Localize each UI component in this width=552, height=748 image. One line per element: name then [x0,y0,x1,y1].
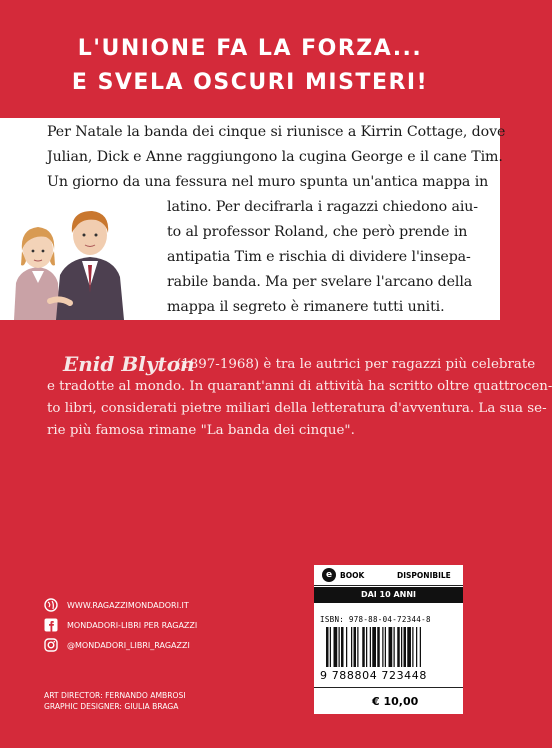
barcode-bar [401,627,402,667]
ebook-logo-icon: e [322,568,336,582]
barcode-bar [389,627,393,667]
barcode [324,627,454,667]
barcode-bar [362,627,365,667]
barcode-bar [351,627,352,667]
barcode-bar [366,627,367,667]
facebook-link[interactable] [44,618,197,632]
blurb-line: to al professor Roland, che però prende in [167,224,468,240]
blurb-line: latino. Per decifrarla i ragazzi chiedono aiu- [167,199,479,215]
bio-line: to libri, considerati pietre miliari della letteratura d'avventura. La sua se- [47,401,547,416]
product-info-box [314,565,463,714]
barcode-number: 9 788804 723448 [320,669,427,682]
barcode-bar [382,627,383,667]
bio-line: e tradotte al mondo. In quarant'anni di attività ha scritto oltre quattrocen- [47,379,552,394]
barcode-bar [407,627,411,667]
isbn-text: ISBN: 978-88-04-72344-8 [320,615,431,624]
website-label: WWW.RAGAZZIMONDADORI.IT [67,600,189,610]
barcode-bar [354,627,357,667]
art-director-credit: ART DIRECTOR: FERNANDO AMBROSI [44,691,186,700]
blurb-line: rabile banda. Ma per svelare l'arcano della [167,274,473,290]
barcode-bar [346,627,347,667]
tagline-line-2: E SVELA OSCURI MISTERI! [71,70,429,95]
children-illustration [10,205,128,320]
tagline-line-1: L'UNIONE FA LA FORZA... [77,36,423,61]
bio-line: rie più famosa rimane "La banda dei cinque". [47,423,355,438]
facebook-label: MONDADORI-LIBRI PER RAGAZZI [67,620,198,630]
barcode-bar [370,627,371,667]
blurb-line: Per Natale la banda dei cinque si riunisce a Kirrin Cottage, dove [47,124,506,140]
price [314,687,463,714]
instagram-label: @MONDADORI_LIBRI_RAGAZZI [67,640,190,650]
barcode-bar [420,627,421,667]
barcode-bar [330,627,331,667]
price-label: € 10,00 [372,695,419,708]
bio-line: (1897-1968) è tra le autrici per ragazzi più celebrate [176,357,536,372]
instagram-link[interactable] [44,638,190,652]
availability-label: DISPONIBILE [397,571,451,580]
barcode-bar [372,627,376,667]
age-badge: DAI 10 ANNI [314,587,463,603]
instagram-icon [44,638,58,652]
blurb-line: Julian, Dick e Anne raggiungono la cugina George e il cane Tim. [47,149,503,165]
barcode-bar [357,627,358,667]
barcode-bar [341,627,344,667]
blurb-line: Un giorno da una fessura nel muro spunta un'antica mappa in [47,174,489,190]
tagline [0,32,500,100]
ebook-label: BOOK [340,571,365,580]
barcode-bar [326,627,329,667]
barcode-bar [385,627,386,667]
website-link[interactable] [44,598,189,612]
barcode-bar [334,627,338,667]
barcode-bar [412,627,413,667]
blurb-line: mappa il segreto è rimanere tutti uniti. [167,299,445,315]
barcode-bar [416,627,417,667]
ebook-availability [314,565,463,586]
barcode-bar [339,627,340,667]
author-signature: Enid Blyton [63,352,195,376]
barcode-bar [397,627,400,667]
globe-icon [44,598,58,612]
blurb-line: antipatia Tim e rischia di dividere l'insepa- [167,249,471,265]
barcode-bar [377,627,380,667]
facebook-icon [44,618,58,632]
credits [44,690,186,712]
barcode-bar [404,627,407,667]
graphic-designer-credit: GRAPHIC DESIGNER: GIULIA BRAGA [44,702,179,711]
barcode-bar [394,627,395,667]
